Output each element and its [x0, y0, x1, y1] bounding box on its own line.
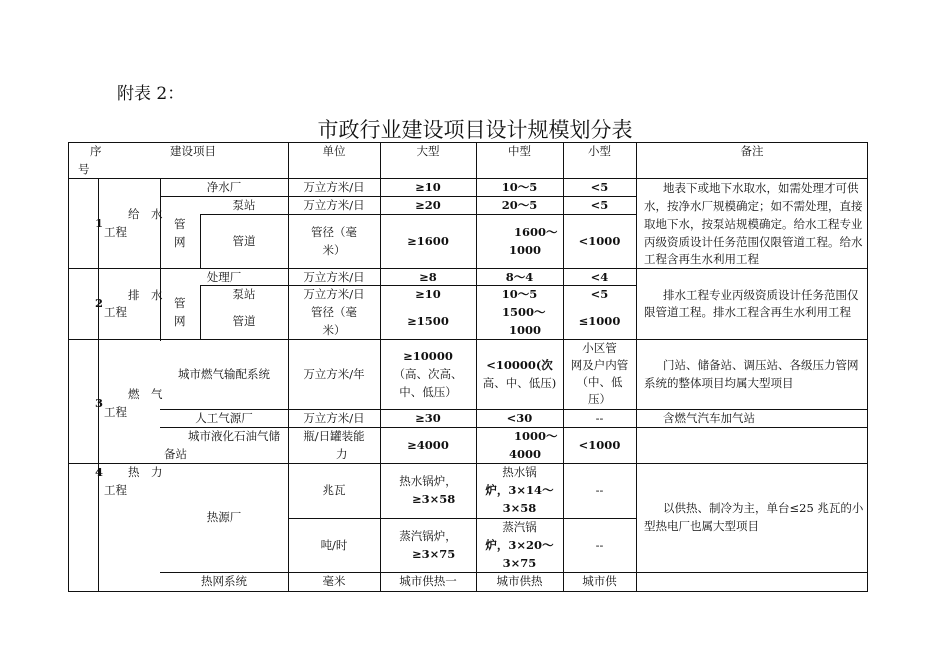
dr-row-1-large: ≥8 — [419, 270, 437, 284]
scale-table — [68, 142, 868, 592]
table-right-border — [867, 142, 868, 592]
dr-remark-line: 限管道工程。排水工程含再生水利用工程 — [644, 305, 851, 319]
gas-row-1-small: 压） — [588, 392, 611, 406]
ws-row-3-medium-bottom: 1000 — [509, 243, 542, 257]
col-line — [636, 142, 637, 592]
heat-row-2-medium: 3×75 — [502, 556, 537, 570]
gas-name-top: 燃 气 — [128, 387, 163, 401]
heat-row-2-medium: 炉，3×20～ — [485, 538, 554, 552]
dr-row-1-sub: 处理厂 — [206, 270, 242, 284]
header-seq-top: 序 — [90, 144, 102, 158]
gas-row-2-sub: 人工气源厂 — [195, 411, 253, 425]
header-large: 大型 — [416, 144, 440, 158]
dr-row-3-sub: 管道 — [232, 314, 256, 328]
col-line — [98, 178, 99, 592]
ws-remark-line: 工程含再生水利用工程 — [644, 252, 759, 266]
ws-row-1-medium: 10～5 — [501, 180, 538, 194]
heat-name-top: 热 力 — [128, 465, 163, 479]
heat-row-3-medium: 城市供热 — [496, 574, 543, 588]
gas-row-1-medium: <10000(次 — [486, 358, 553, 372]
dr-row-1-unit: 万立方米/日 — [303, 270, 365, 284]
gas-row-2-remark: 含燃气汽车加气站 — [663, 411, 755, 425]
ws-row-2-unit: 万立方米/日 — [303, 198, 365, 212]
row-line — [68, 339, 868, 340]
row-line — [200, 214, 636, 215]
ws-pipe-net-top: 管 — [174, 217, 186, 231]
gas-row-3-unit-top: 瓶/日罐装能 — [303, 429, 365, 443]
gas-row-1-large: （高、次高、 — [393, 367, 463, 381]
heat-row-2-large-bottom: ≥3×75 — [412, 547, 456, 561]
heat-row-1-large-bottom: ≥3×58 — [412, 492, 456, 506]
dr-seq: 2 — [95, 296, 104, 310]
ws-remark-line: 地表下或地下水取水，如需处理才可供 — [663, 181, 859, 195]
gas-row-3-unit-bottom: 力 — [336, 447, 348, 461]
gas-row-1-remark: 系统的整体项目均属大型项目 — [644, 376, 794, 390]
ws-row-2-medium: 20～5 — [501, 198, 538, 212]
dr-row-1-medium: 8～4 — [505, 270, 534, 284]
row-line — [68, 463, 868, 464]
col-line — [160, 178, 161, 341]
ws-name-bottom: 工程 — [104, 225, 127, 239]
dr-row-2-small: <5 — [590, 287, 609, 301]
gas-row-3-sub-bottom: 备站 — [164, 447, 187, 461]
gas-name-bottom: 工程 — [104, 405, 127, 419]
heat-remark-line: 型热电厂也属大型项目 — [644, 519, 759, 533]
dr-row-3-medium-bottom: 1000 — [509, 323, 542, 337]
gas-row-3-small: <1000 — [578, 438, 621, 452]
heat-row-1-unit: 兆瓦 — [322, 483, 346, 497]
header-unit: 单位 — [322, 144, 346, 158]
heat-row-3-large: 城市供热一 — [399, 574, 457, 588]
heat-row-3-unit: 毫米 — [322, 574, 346, 588]
gas-row-1-small: （中、低 — [576, 375, 623, 389]
ws-row-3-small: <1000 — [578, 234, 621, 248]
ws-name-top: 给 水 — [128, 207, 163, 221]
gas-row-2-unit: 万立方米/日 — [303, 411, 365, 425]
page-title: 市政行业建设项目设计规模划分表 — [317, 118, 633, 142]
ws-row-2-small: <5 — [590, 198, 609, 212]
ws-row-1-unit: 万立方米/日 — [303, 180, 365, 194]
ws-row-3-sub: 管道 — [232, 234, 256, 248]
ws-seq: 1 — [95, 216, 104, 230]
gas-row-2-small: -- — [595, 411, 604, 425]
dr-row-2-unit: 万立方米/日 — [303, 287, 365, 301]
ws-row-1-sub: 净水厂 — [206, 180, 242, 194]
heat-name-bottom: 工程 — [104, 483, 127, 497]
heat-row-3-sub: 热网系统 — [201, 574, 247, 588]
gas-row-3-medium-top: 1000～ — [514, 429, 558, 443]
dr-row-3-medium-top: 1500～ — [502, 305, 546, 319]
ws-row-2-sub: 泵站 — [232, 198, 256, 212]
gas-row-3-large: ≥4000 — [407, 438, 449, 452]
ws-row-3-unit-bottom: 米） — [322, 243, 346, 257]
heat-row-1-small: -- — [595, 483, 604, 497]
gas-row-3-medium-bottom: 4000 — [509, 447, 542, 461]
heat-row-2-large-top: 蒸汽锅炉， — [399, 529, 457, 543]
dr-pipe-net-top: 管 — [174, 296, 186, 310]
ws-row-3-medium-top: 1600～ — [514, 225, 558, 239]
gas-seq: 3 — [95, 396, 104, 410]
heat-row-1-medium: 炉，3×14～ — [485, 483, 554, 497]
dr-name-top: 排 水 — [128, 288, 163, 302]
ws-row-3-unit-top: 管径（毫 — [311, 225, 357, 239]
gas-row-1-sub: 城市燃气输配系统 — [178, 367, 270, 381]
dr-row-3-unit-top: 管径（毫 — [311, 305, 357, 319]
header-seq-bottom: 号 — [78, 162, 90, 176]
ws-row-3-large: ≥1600 — [407, 234, 449, 248]
ws-row-1-small: <5 — [590, 180, 609, 194]
row-line — [288, 518, 636, 519]
header-medium: 中型 — [508, 144, 531, 158]
heat-source: 热源厂 — [206, 510, 242, 524]
ws-remark-line: 取地下水，按泵站规模确定。给水工程专业 — [644, 217, 863, 231]
dr-row-1-small: <4 — [590, 270, 609, 284]
ws-row-1-large: ≥10 — [415, 180, 441, 194]
heat-row-2-small: -- — [595, 538, 604, 552]
ws-remark-line: 水，按净水厂规模确定；如不需处理，直接 — [644, 199, 863, 213]
header-item: 建设项目 — [170, 144, 216, 158]
ws-pipe-net-bottom: 网 — [174, 235, 186, 249]
dr-row-2-large: ≥10 — [415, 287, 441, 301]
table-bottom-border — [68, 591, 868, 592]
heat-row-3-small: 城市供 — [582, 574, 617, 588]
gas-row-1-large: ≥10000 — [403, 349, 453, 363]
ws-row-2-large: ≥20 — [415, 198, 441, 212]
dr-remark-line: 排水工程专业丙级资质设计任务范围仅 — [663, 288, 859, 302]
gas-row-2-medium: <30 — [506, 411, 533, 425]
gas-row-1-unit: 万立方米/年 — [303, 367, 365, 381]
dr-row-2-sub: 泵站 — [232, 287, 256, 301]
gas-row-3-sub-top: 城市液化石油气储 — [188, 429, 280, 443]
header-remark: 备注 — [740, 144, 764, 158]
gas-row-1-medium: 高、中、低压) — [482, 376, 557, 390]
heat-row-2-medium: 蒸汽锅 — [502, 520, 537, 534]
gas-row-1-small: 网及户内管 — [570, 358, 629, 372]
heat-row-2-unit: 吨/时 — [320, 538, 348, 552]
heat-row-1-large-top: 热水锅炉， — [399, 474, 457, 488]
gas-row-2-large: ≥30 — [415, 411, 441, 425]
dr-row-3-small: ≤1000 — [578, 314, 621, 328]
gas-row-1-large: 中、低压） — [399, 385, 457, 399]
gas-row-1-remark: 门站、储备站、调压站、各级压力管网 — [663, 358, 859, 372]
ws-remark-line: 丙级资质设计任务范围仅限管道工程。给水 — [644, 235, 863, 249]
header-small: 小型 — [588, 144, 611, 158]
table-left-border — [68, 142, 69, 592]
dr-pipe-net-bottom: 网 — [174, 314, 186, 328]
appendix-label: 附表 2： — [117, 84, 185, 104]
heat-remark-line: 以供热、制冷为主，单台≤25 兆瓦的小 — [663, 501, 864, 515]
heat-row-1-medium: 3×58 — [502, 501, 537, 515]
heat-seq: 4 — [95, 465, 104, 479]
dr-row-3-unit-bottom: 米） — [322, 323, 346, 337]
heat-row-1-medium: 热水锅 — [502, 465, 537, 479]
dr-row-3-large: ≥1500 — [407, 314, 449, 328]
dr-row-2-medium: 10～5 — [501, 287, 538, 301]
gas-row-1-small: 小区管 — [582, 341, 617, 355]
dr-name-bottom: 工程 — [104, 305, 127, 319]
